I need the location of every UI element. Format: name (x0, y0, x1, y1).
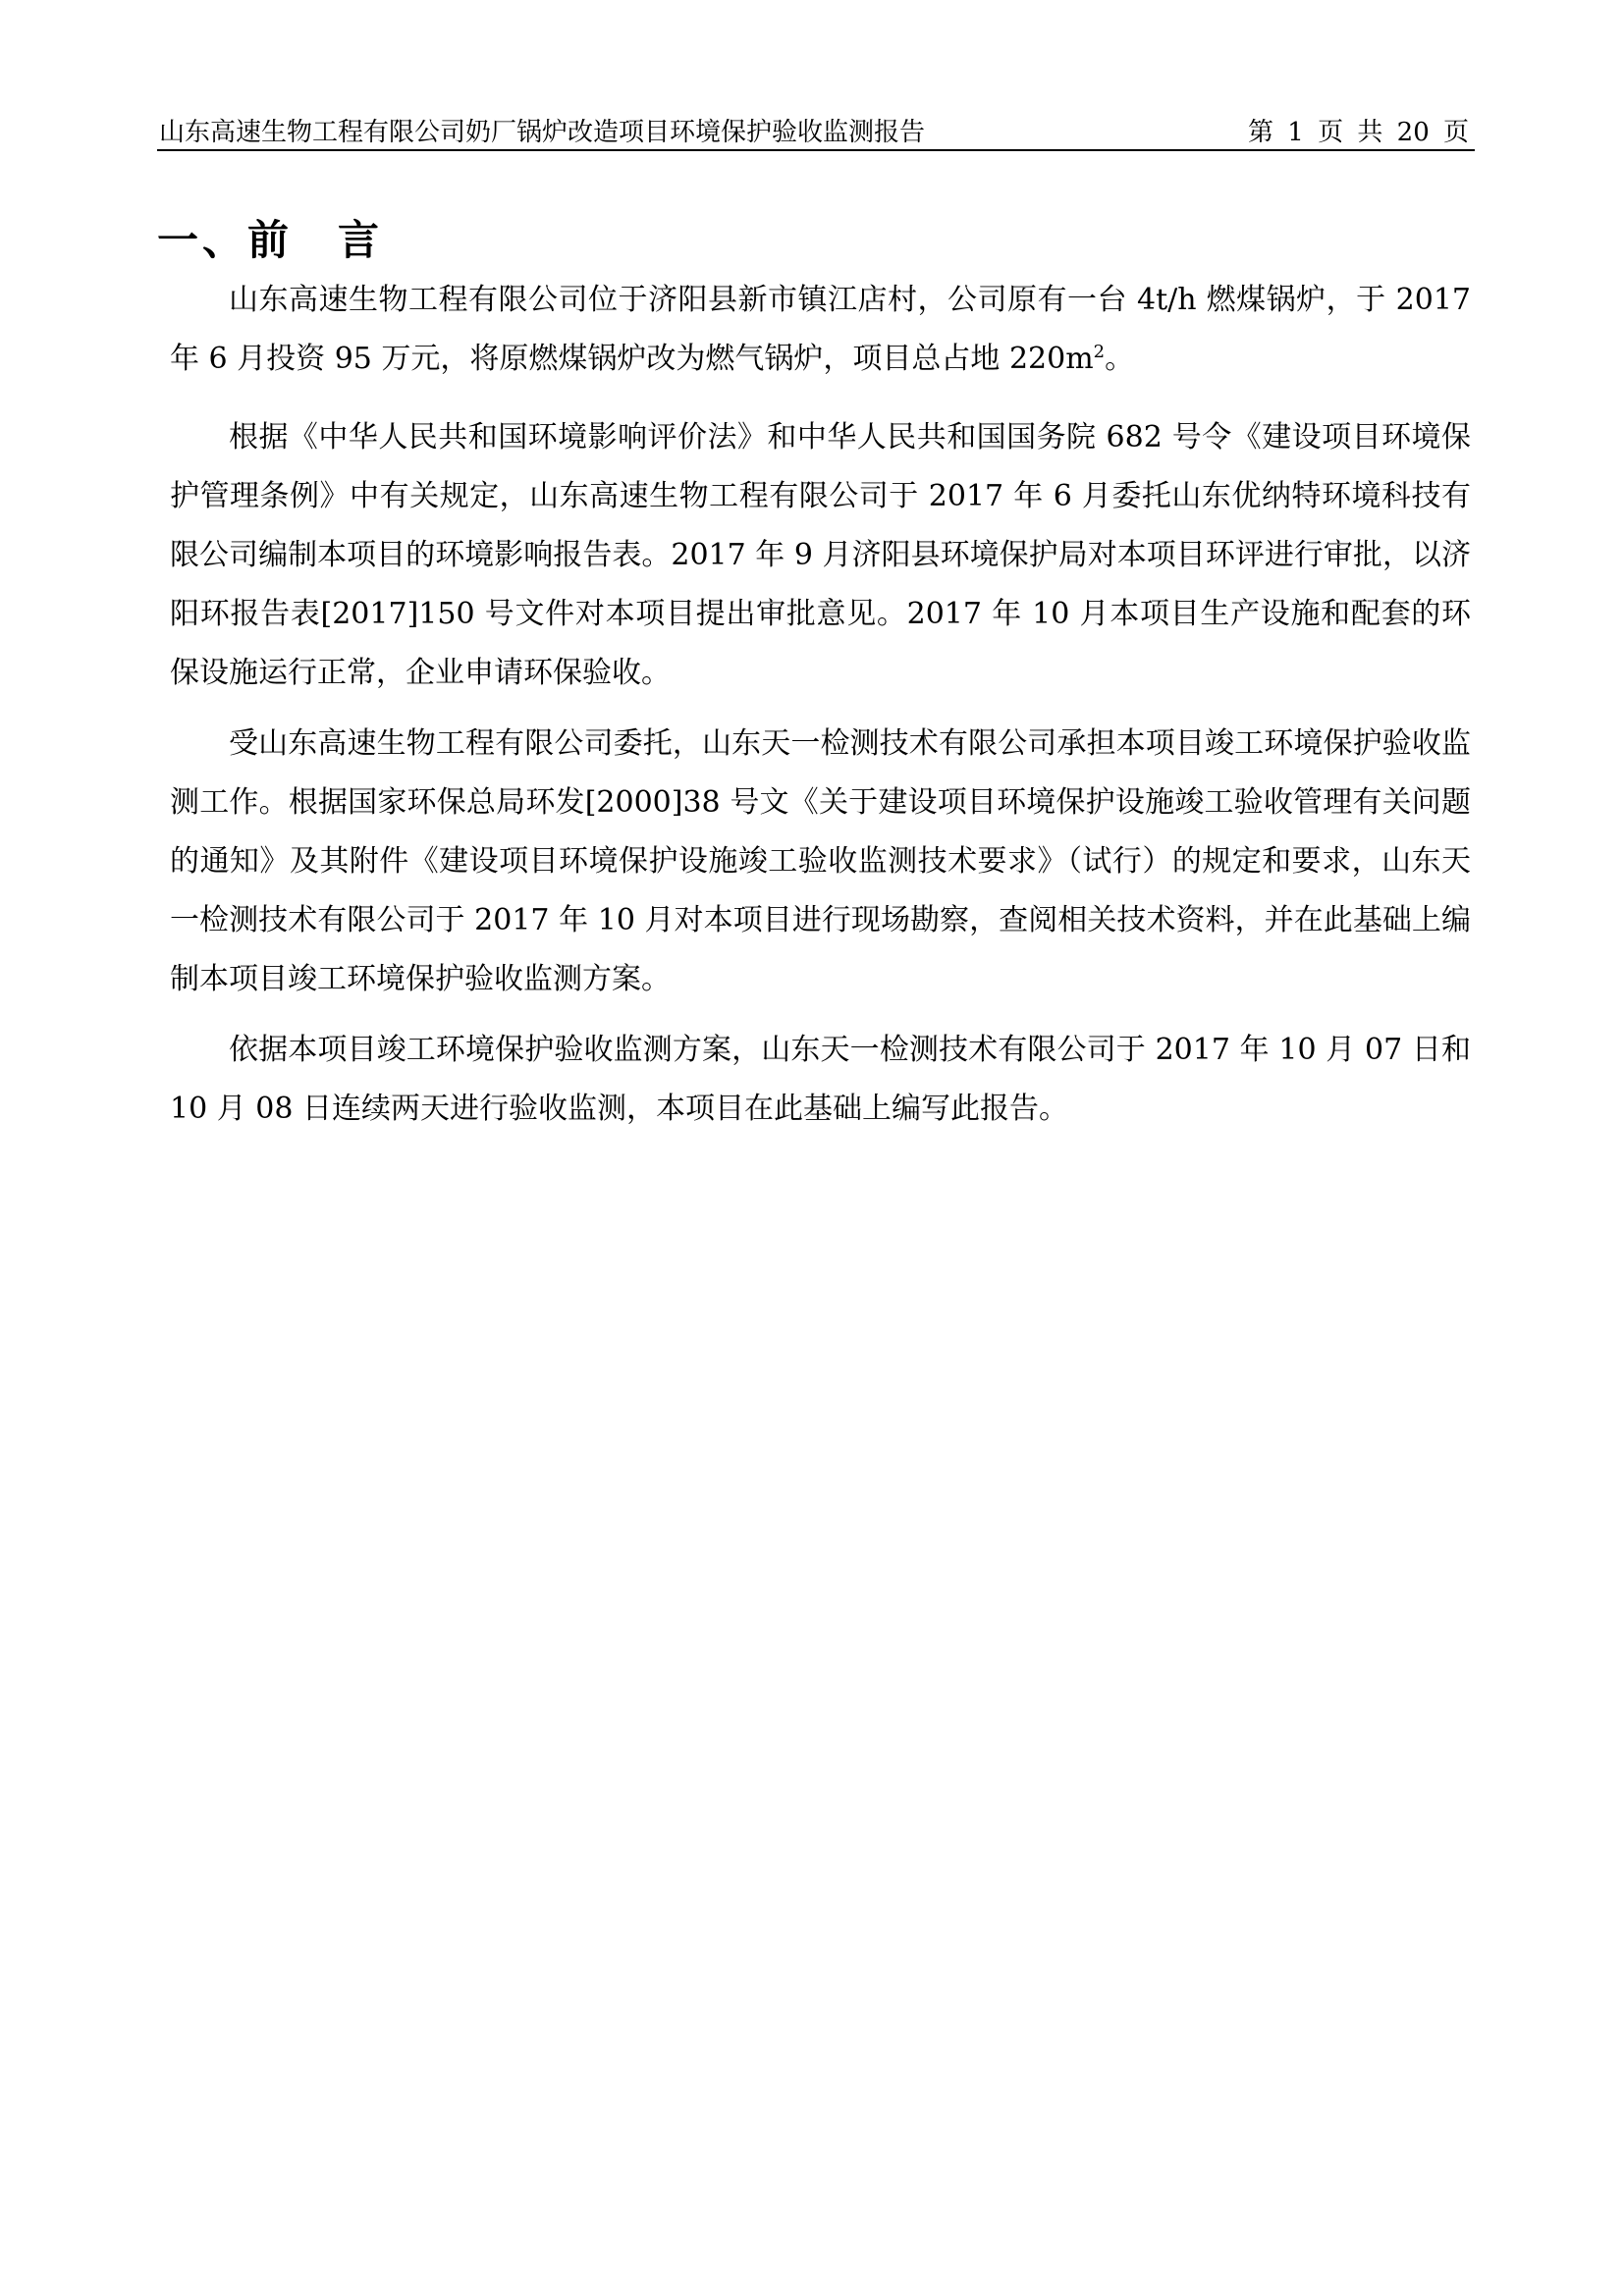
report-title: 山东高速生物工程有限公司奶厂锅炉改造项目环境保护验收监测报告 (159, 118, 926, 147)
paragraph-2: 根据《中华人民共和国环境影响评价法》和中华人民共和国国务院 682 号令《建设项目环境保护管理条例》中有关规定，山东高速生物工程有限公司于 2017 年 6 月委托山东优纳特环境科技有限公司编制本项目的环境影响报告表。2017 年 9 月济阳县环境保护局对本项目环评进行审批，以济阳环报告表[2017]150 号文件对本项目提出审批意见。2017 年 10 月本项目生产设施和配套的环保设施运行正常，企业申请环保验收。 (170, 420, 1471, 690)
paragraph-1 (170, 271, 1471, 389)
paragraph-1-text: 山东高速生物工程有限公司位于济阳县新市镇江店村，公司原有一台 4t/h 燃煤锅炉，于 2017 年 6 月投资 95 万元，将原燃煤锅炉改为燃气锅炉，项目总占地 220m (170, 283, 1471, 376)
section-heading: 一、前 言 (157, 216, 384, 264)
document-body (170, 271, 1471, 1150)
paragraph-3: 受山东高速生物工程有限公司委托，山东天一检测技术有限公司承担本项目竣工环境保护验收监测工作。根据国家环保总局环发[2000]38 号文《关于建设项目环境保护设施竣工验收管理有关问题的通知》及其附件《建设项目环境保护设施竣工验收监测技术要求》（试行）的规定和要求，山东天一检测技术有限公司于 2017 年 10 月对本项目进行现场勘察，查阅相关技术资料，并在此基础上编制本项目竣工环境保护验收监测方案。 (170, 726, 1471, 996)
page-number: 第 1 页 共 20 页 (1248, 118, 1469, 147)
paragraph-1-end: 。 (1105, 342, 1135, 376)
paragraph-4: 依据本项目竣工环境保护验收监测方案，山东天一检测技术有限公司于 2017 年 10 月 07 日和 10 月 08 日连续两天进行验收监测，本项目在此基础上编写此报告。 (170, 1033, 1471, 1126)
area-unit-superscript: 2 (1093, 342, 1106, 362)
page-header (157, 116, 1475, 151)
